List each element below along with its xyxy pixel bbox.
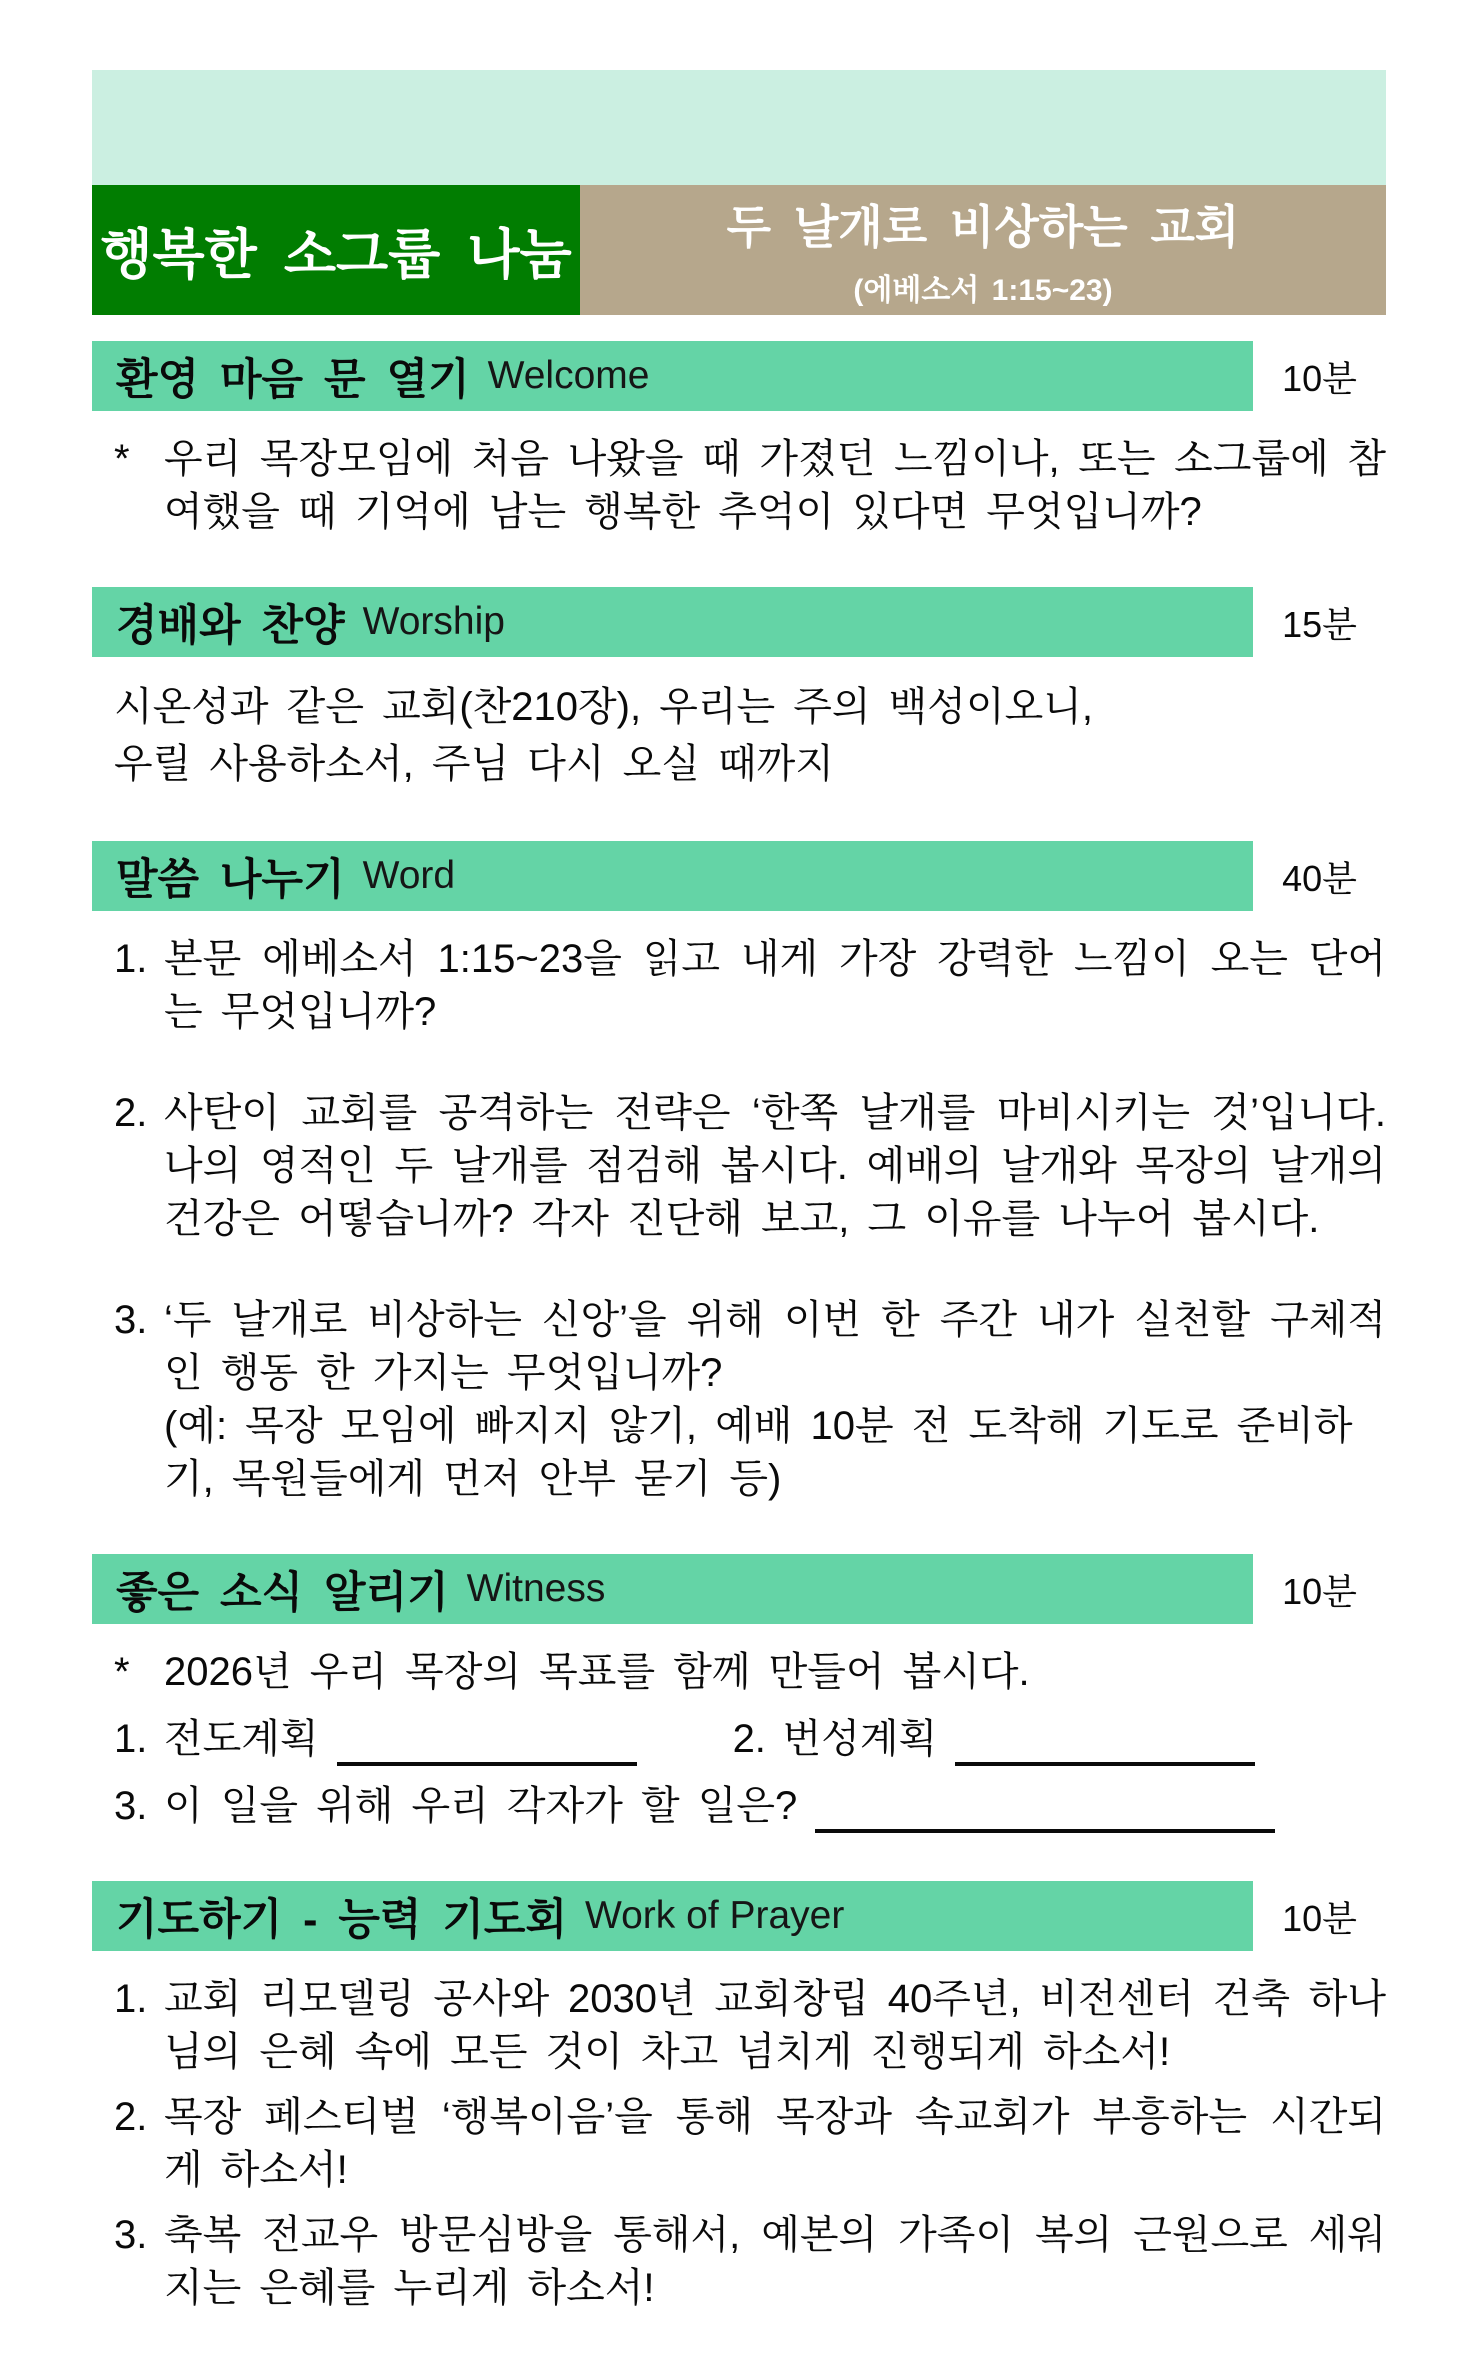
sheet-badge-label: 행복한 소그룹 나눔	[100, 224, 572, 285]
list-item	[92, 433, 1386, 539]
item-marker: 1.	[114, 937, 148, 981]
item-note: (예: 목장 모임에 빠지지 않기, 예배 10분 전 도착해 기도로 준비하기, 목원들에게 먼저 안부 묻기 등)	[164, 1404, 1353, 1501]
section-duration: 40분	[1282, 857, 1357, 899]
item-marker: 3.	[114, 2213, 148, 2257]
section-title-en: Welcome	[487, 354, 650, 397]
plan-item	[733, 1713, 1256, 1766]
section-title-en: Worship	[362, 600, 505, 643]
item-main-text: ‘두 날개로 비상하는 신앙’을 위해 이번 한 주간 내가 실천할 구체적인 행동 한 가지는 무엇입니까?	[164, 1298, 1386, 1395]
worksheet-section	[92, 587, 1386, 793]
section-header-row	[92, 841, 1386, 911]
sermon-title: 두 날개로 비상하는 교회	[726, 201, 1240, 253]
fill-in-blank	[955, 1720, 1255, 1766]
item-marker: *	[114, 437, 130, 481]
fill-in-blank	[815, 1787, 1275, 1833]
plan-marker: 2.	[732, 1717, 766, 1761]
scripture-reference: (에베소서 1:15~23)	[853, 274, 1113, 307]
section-duration: 10분	[1282, 1897, 1357, 1939]
item-main-text: 축복 전교우 방문심방을 통해서, 예본의 가족이 복의 근원으로 세워지는 은혜를 누리게 하소서!	[164, 2213, 1386, 2310]
plan-item	[114, 1713, 637, 1766]
section-header-bar	[92, 841, 1253, 911]
section-title-ko: 좋은 소식 알리기	[116, 1568, 449, 1617]
sermon-title-box	[580, 185, 1386, 315]
item-main-text: 사탄이 교회를 공격하는 전략은 ‘한쪽 날개를 마비시키는 것’입니다. 나의 영적인 두 날개를 점검해 봅시다. 예배의 날개와 목장의 날개의 건강은 어떻습니까? 각자 진단해 보고, 그 이유를 나누어 봅시다.	[164, 1091, 1386, 1241]
item-text	[164, 2209, 1386, 2315]
item-marker: 1.	[114, 1977, 148, 2021]
section-header-row	[92, 587, 1386, 657]
section-title-en: Word	[362, 854, 456, 897]
section-header-bar	[92, 587, 1253, 657]
item-main-text: 목장 페스티벌 ‘행복이음’을 통해 목장과 속교회가 부흥하는 시간되게 하소서!	[164, 2095, 1386, 2192]
section-title-en: Work of Prayer	[585, 1894, 845, 1937]
section-title-ko: 기도하기 - 능력 기도회	[116, 1895, 568, 1944]
section-title-ko: 말씀 나누기	[116, 855, 345, 904]
question-label: 이 일을 위해 우리 각자가 할 일은?	[164, 1784, 798, 1828]
list-item	[92, 1646, 1386, 1699]
fill-in-blank	[337, 1720, 637, 1766]
section-duration: 10분	[1282, 1570, 1357, 1612]
section-title-ko: 경배와 찬양	[116, 601, 345, 650]
item-main-text: 우리 목장모임에 처음 나왔을 때 가졌던 느낌이나, 또는 소그룹에 참여했을 때 기억에 남는 행복한 추억이 있다면 무엇입니까?	[164, 437, 1386, 534]
item-marker: 2.	[114, 1091, 148, 1135]
header-row	[92, 185, 1386, 315]
section-body	[92, 679, 1386, 793]
plan-row	[92, 1713, 1386, 1766]
item-text	[164, 1294, 1386, 1506]
section-duration: 15분	[1282, 603, 1357, 645]
plan-marker: 1.	[114, 1717, 148, 1761]
worksheet-section	[92, 841, 1386, 1506]
item-marker: 2.	[114, 2095, 148, 2139]
item-text	[164, 1646, 1386, 1699]
worksheet-section	[92, 1554, 1386, 1833]
list-item	[92, 933, 1386, 1039]
section-body	[92, 433, 1386, 539]
list-item	[92, 1087, 1386, 1246]
sheet-badge	[92, 185, 580, 315]
plan-label: 전도계획	[164, 1717, 319, 1761]
song-line: 우릴 사용하소서, 주님 다시 오실 때까지	[114, 742, 834, 786]
question-row	[92, 1780, 1386, 1833]
worksheet-section	[92, 341, 1386, 539]
question-marker: 3.	[114, 1784, 148, 1828]
item-marker: *	[114, 1650, 130, 1694]
item-main-text: 교회 리모델링 공사와 2030년 교회창립 40주년, 비전센터 건축 하나님의 은혜 속에 모든 것이 차고 넘치게 진행되게 하소서!	[164, 1977, 1386, 2074]
page-content	[92, 70, 1386, 2363]
list-item	[92, 1294, 1386, 1506]
item-main-text: 본문 에베소서 1:15~23을 읽고 내게 가장 강력한 느낌이 오는 단어는 무엇입니까?	[164, 937, 1386, 1034]
item-text	[164, 1087, 1386, 1246]
section-duration: 10분	[1282, 357, 1357, 399]
section-header-row	[92, 341, 1386, 411]
section-header-bar	[92, 1554, 1253, 1624]
section-body	[92, 933, 1386, 1506]
song-line: 시온성과 같은 교회(찬210장), 우리는 주의 백성이오니,	[114, 685, 1093, 729]
item-main-text: 2026년 우리 목장의 목표를 함께 만들어 봅시다.	[164, 1650, 1030, 1694]
section-header-row	[92, 1881, 1386, 1951]
section-header-row	[92, 1554, 1386, 1624]
section-body	[92, 1646, 1386, 1833]
list-item	[92, 2091, 1386, 2197]
section-title-ko: 환영 마음 문 열기	[116, 355, 470, 404]
sections	[92, 341, 1386, 2315]
list-item	[92, 1973, 1386, 2079]
item-text	[164, 933, 1386, 1039]
section-title-en: Witness	[466, 1567, 606, 1610]
worksheet-section	[92, 1881, 1386, 2315]
item-text	[164, 2091, 1386, 2197]
item-marker: 3.	[114, 1298, 148, 1342]
plan-label: 번성계획	[782, 1717, 938, 1761]
item-text	[164, 433, 1386, 539]
item-text	[164, 1973, 1386, 2079]
section-header-bar	[92, 341, 1253, 411]
top-accent-band	[92, 70, 1386, 185]
section-body	[92, 1973, 1386, 2315]
list-item	[92, 2209, 1386, 2315]
section-header-bar	[92, 1881, 1253, 1951]
